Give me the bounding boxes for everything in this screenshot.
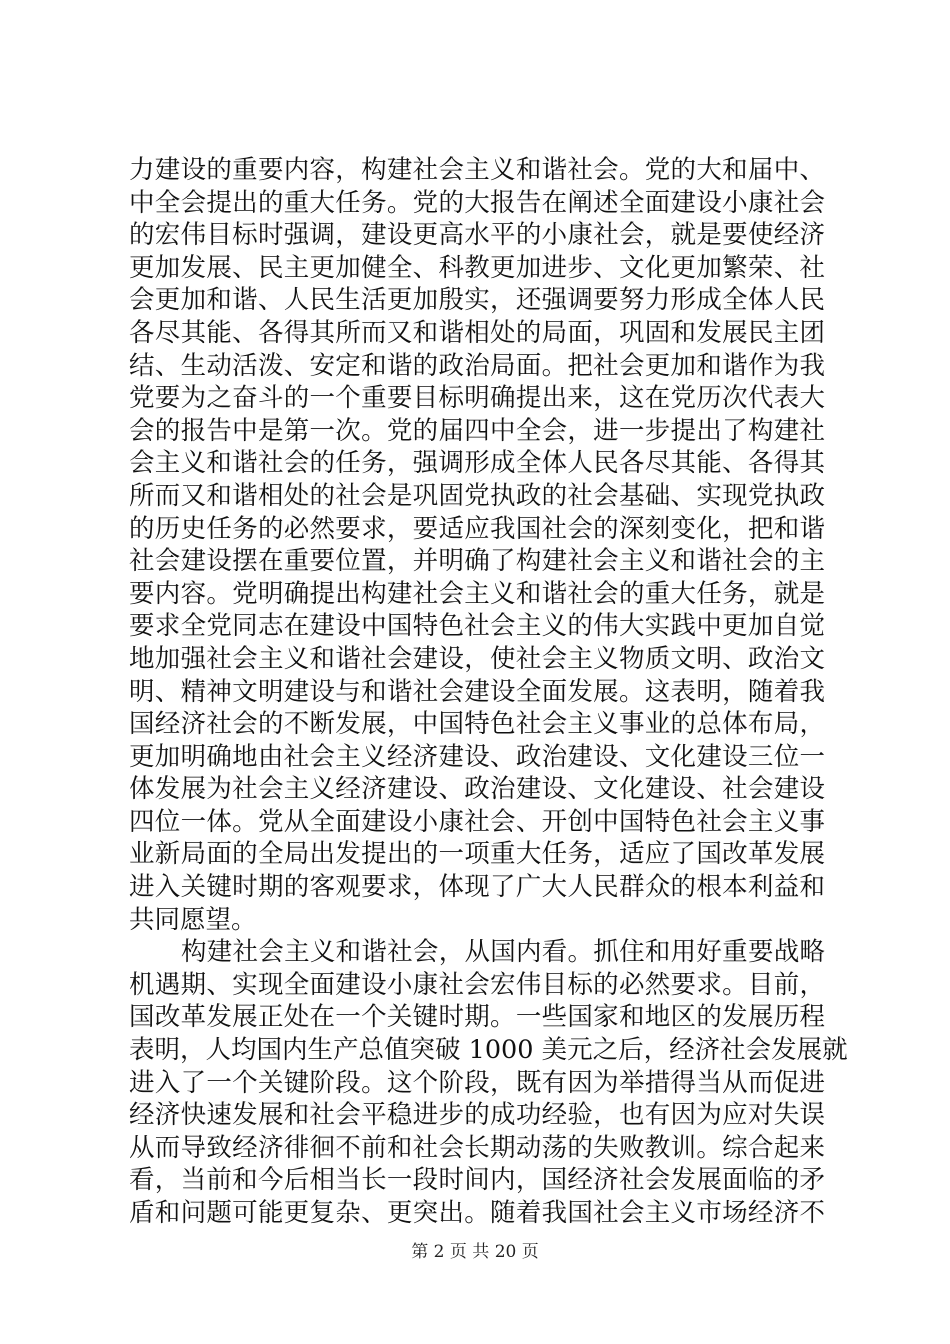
text-line: 会主义和谐社会的任务，强调形成全体人民各尽其能、各得其: [129, 448, 825, 479]
text-line: 国经济社会的不断发展，中国特色社会主义事业的总体布局，: [129, 709, 825, 740]
text-line: 要求全党同志在建设中国特色社会主义的伟大实践中更加自觉: [129, 611, 825, 642]
page-footer: 第 2 页 共 20 页: [411, 1242, 539, 1262]
text-line: 会的报告中是第一次。党的届四中全会，进一步提出了构建社: [129, 415, 825, 446]
text-line: 会更加和谐、人民生活更加殷实，还强调要努力形成全体人民: [129, 285, 825, 316]
text-line: 地加强社会主义和谐社会建设，使社会主义物质文明、政治文: [129, 643, 825, 674]
text-line: 力建设的重要内容，构建社会主义和谐社会。党的大和届中、: [129, 155, 825, 185]
text-line: 体发展为社会主义经济建设、政治建设、文化建设、社会建设: [129, 774, 825, 805]
text-line: 的宏伟目标时强调，建设更高水平的小康社会，就是要使经济: [129, 220, 825, 251]
text-line: 构建社会主义和谐社会，从国内看。抓住和用好重要战略: [181, 937, 825, 968]
text-line: 进入关键时期的客观要求，体现了广大人民群众的根本利益和: [129, 872, 825, 903]
text-line: 党要为之奋斗的一个重要目标明确提出来，这在党历次代表大: [129, 383, 825, 414]
text-line: 的历史任务的必然要求，要适应我国社会的深刻变化，把和谐: [129, 513, 825, 544]
text-line: 结、生动活泼、安定和谐的政治局面。把社会更加和谐作为我: [129, 350, 825, 381]
paragraph-2: [129, 936, 848, 1229]
paragraph-1: [129, 154, 825, 936]
text-line: 盾和问题可能更复杂、更突出。随着我国社会主义市场经济不: [129, 1198, 825, 1228]
text-line: 从而导致经济徘徊不前和社会长期动荡的失败教训。综合起来: [129, 1132, 825, 1163]
text-line: 更加发展、民主更加健全、科教更加进步、文化更加繁荣、社: [129, 252, 825, 283]
text-line: 看，当前和今后相当长一段时间内，国经济社会发展面临的矛: [129, 1165, 825, 1196]
text-line: 四位一体。党从全面建设小康社会、开创中国特色社会主义事: [129, 806, 825, 837]
text-line: 共同愿望。: [129, 904, 257, 935]
body-text: [129, 154, 848, 1230]
text-line: 明、精神文明建设与和谐社会建设全面发展。这表明，随着我: [129, 676, 825, 707]
text-line: 要内容。党明确提出构建社会主义和谐社会的重大任务，就是: [129, 578, 825, 609]
text-line: 国改革发展正处在一个关键时期。一些国家和地区的发展历程: [129, 1002, 825, 1033]
text-line: 业新局面的全局出发提出的一项重大任务，适应了国改革发展: [129, 839, 825, 870]
text-line: 各尽其能、各得其所而又和谐相处的局面，巩固和发展民主团: [129, 317, 825, 348]
text-line: 表明，人均国内生产总值突破 1000 美元之后，经济社会发展就: [129, 1035, 848, 1066]
text-line: 中全会提出的重大任务。党的大报告在阐述全面建设小康社会: [129, 187, 825, 218]
text-line: 所而又和谐相处的社会是巩固党执政的社会基础、实现党执政: [129, 480, 825, 511]
text-line: 机遇期、实现全面建设小康社会宏伟目标的必然要求。目前，: [129, 969, 825, 1000]
text-line: 社会建设摆在重要位置，并明确了构建社会主义和谐社会的主: [129, 546, 825, 577]
text-line: 进入了一个关键阶段。这个阶段，既有因为举措得当从而促进: [129, 1067, 825, 1098]
text-line: 经济快速发展和社会平稳进步的成功经验，也有因为应对失误: [129, 1100, 825, 1131]
text-line: 更加明确地由社会主义经济建设、政治建设、文化建设三位一: [129, 741, 825, 772]
